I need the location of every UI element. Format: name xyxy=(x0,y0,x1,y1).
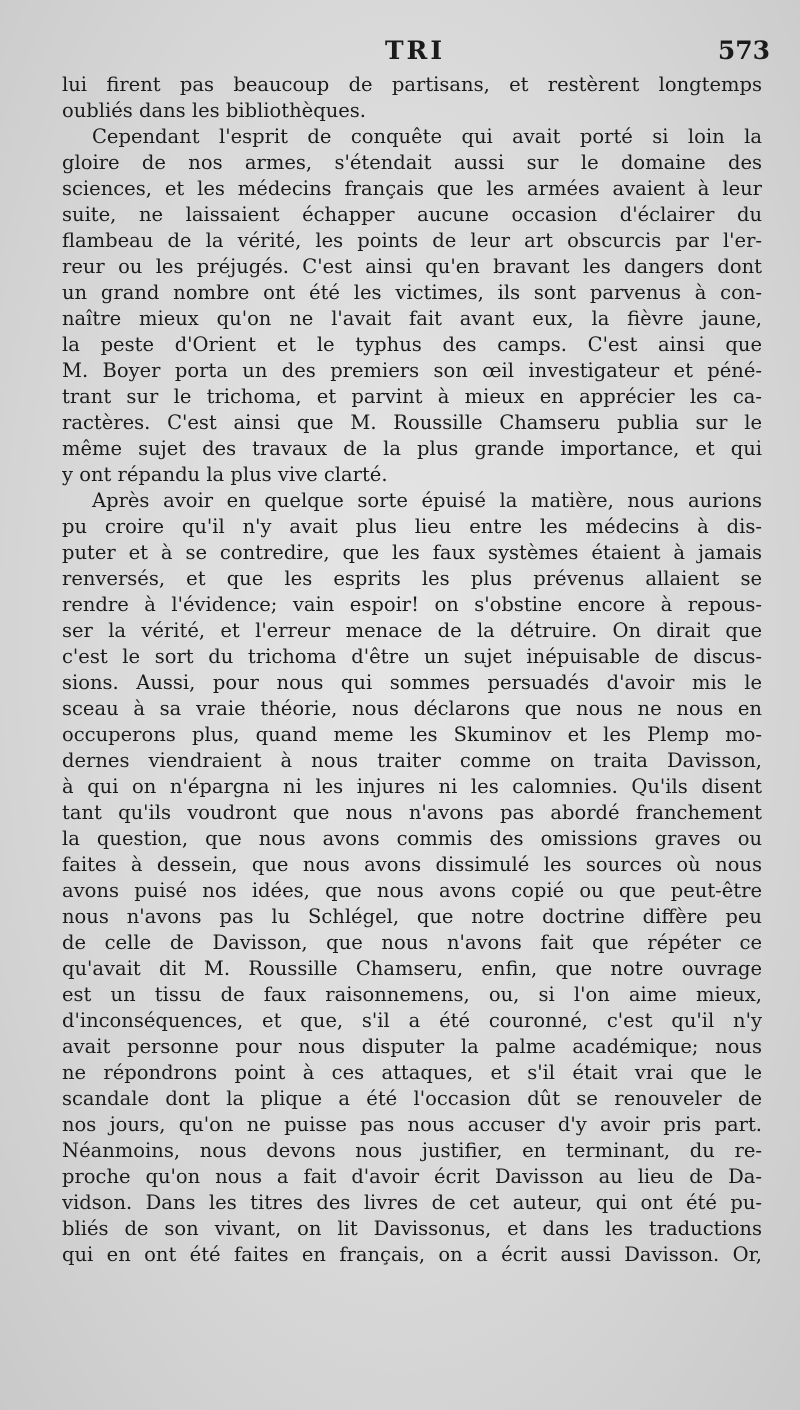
text-line: M. Boyer porta un des premiers son œil investigateur et péné- xyxy=(62,359,762,382)
text-line: faites à dessein, que nous avons dissimulé les sources où nous xyxy=(62,853,762,876)
page-header xyxy=(60,36,770,70)
text-line: scandale dont la plique a été l'occasion dût se renouveler de xyxy=(62,1087,762,1110)
text-line: gloire de nos armes, s'étendait aussi sur le domaine des xyxy=(62,151,762,174)
text-line: la question, que nous avons commis des omissions graves ou xyxy=(62,827,762,850)
text-line: c'est le sort du trichoma d'être un sujet inépuisable de discus- xyxy=(62,645,762,668)
text-line: la peste d'Orient et le typhus des camps. C'est ainsi que xyxy=(62,333,762,356)
text-line: Cependant l'esprit de conquête qui avait porté si loin la xyxy=(92,125,762,148)
text-line: oubliés dans les bibliothèques. xyxy=(62,99,366,122)
text-line: sciences, et les médecins français que les armées avaient à leur xyxy=(62,177,762,200)
text-line: de celle de Davisson, que nous n'avons fait que répéter ce xyxy=(62,931,762,954)
body-text xyxy=(62,72,762,1268)
text-line: même sujet des travaux de la plus grande importance, et qui xyxy=(62,437,762,460)
text-line: est un tissu de faux raisonnemens, ou, si l'on aime mieux, xyxy=(62,983,762,1006)
text-line: reur ou les préjugés. C'est ainsi qu'en bravant les dangers dont xyxy=(62,255,762,278)
text-line: Néanmoins, nous devons nous justifier, en terminant, du re- xyxy=(62,1139,762,1162)
text-line: bliés de son vivant, on lit Davissonus, et dans les traductions xyxy=(62,1217,762,1240)
text-line: puter et à se contredire, que les faux systèmes étaient à jamais xyxy=(62,541,762,564)
text-line: un grand nombre ont été les victimes, ils sont parvenus à con- xyxy=(62,281,762,304)
running-head: TRI xyxy=(384,36,446,65)
text-line: ractères. C'est ainsi que M. Roussille Chamseru publia sur le xyxy=(62,411,762,434)
text-line: trant sur le trichoma, et parvint à mieux en apprécier les ca- xyxy=(62,385,762,408)
text-line: ser la vérité, et l'erreur menace de la détruire. On dirait que xyxy=(62,619,762,642)
text-line: avait personne pour nous disputer la palme académique; nous xyxy=(62,1035,762,1058)
text-line: sions. Aussi, pour nous qui sommes persuadés d'avoir mis le xyxy=(62,671,762,694)
text-line: occuperons plus, quand meme les Skuminov et les Plemp mo- xyxy=(62,723,762,746)
text-line: vidson. Dans les titres des livres de cet auteur, qui ont été pu- xyxy=(62,1191,762,1214)
text-line: rendre à l'évidence; vain espoir! on s'obstine encore à repous- xyxy=(62,593,762,616)
text-line: dernes viendraient à nous traiter comme on traita Davisson, xyxy=(62,749,762,772)
text-line: avons puisé nos idées, que nous avons copié ou que peut-être xyxy=(62,879,762,902)
text-line: sceau à sa vraie théorie, nous déclarons que nous ne nous en xyxy=(62,697,762,720)
text-line: lui firent pas beaucoup de partisans, et restèrent longtemps xyxy=(62,73,762,96)
text-line: à qui on n'épargna ni les injures ni les calomnies. Qu'ils disent xyxy=(62,775,762,798)
text-line: renversés, et que les esprits les plus prévenus allaient se xyxy=(62,567,762,590)
text-line: pu croire qu'il n'y avait plus lieu entre les médecins à dis- xyxy=(62,515,762,538)
text-line: qui en ont été faites en français, on a écrit aussi Davisson. Or, xyxy=(62,1243,762,1266)
text-line: ne répondrons point à ces attaques, et s'il était vrai que le xyxy=(62,1061,762,1084)
text-line: flambeau de la vérité, les points de leur art obscurcis par l'er- xyxy=(62,229,762,252)
text-line: tant qu'ils voudront que nous n'avons pas abordé franchement xyxy=(62,801,762,824)
text-line: suite, ne laissaient échapper aucune occasion d'éclairer du xyxy=(62,203,762,226)
page-number: 573 xyxy=(717,36,770,65)
text-line: nous n'avons pas lu Schlégel, que notre doctrine diffère peu xyxy=(62,905,762,928)
text-line: proche qu'on nous a fait d'avoir écrit Davisson au lieu de Da- xyxy=(62,1165,762,1188)
text-line: Après avoir en quelque sorte épuisé la matière, nous aurions xyxy=(92,489,762,512)
text-line: naître mieux qu'on ne l'avait fait avant eux, la fièvre jaune, xyxy=(62,307,762,330)
text-line: d'inconséquences, et que, s'il a été couronné, c'est qu'il n'y xyxy=(62,1009,762,1032)
text-line: nos jours, qu'on ne puisse pas nous accuser d'y avoir pris part. xyxy=(62,1113,762,1136)
text-line: y ont répandu la plus vive clarté. xyxy=(62,463,388,486)
text-line: qu'avait dit M. Roussille Chamseru, enfin, que notre ouvrage xyxy=(62,957,762,980)
